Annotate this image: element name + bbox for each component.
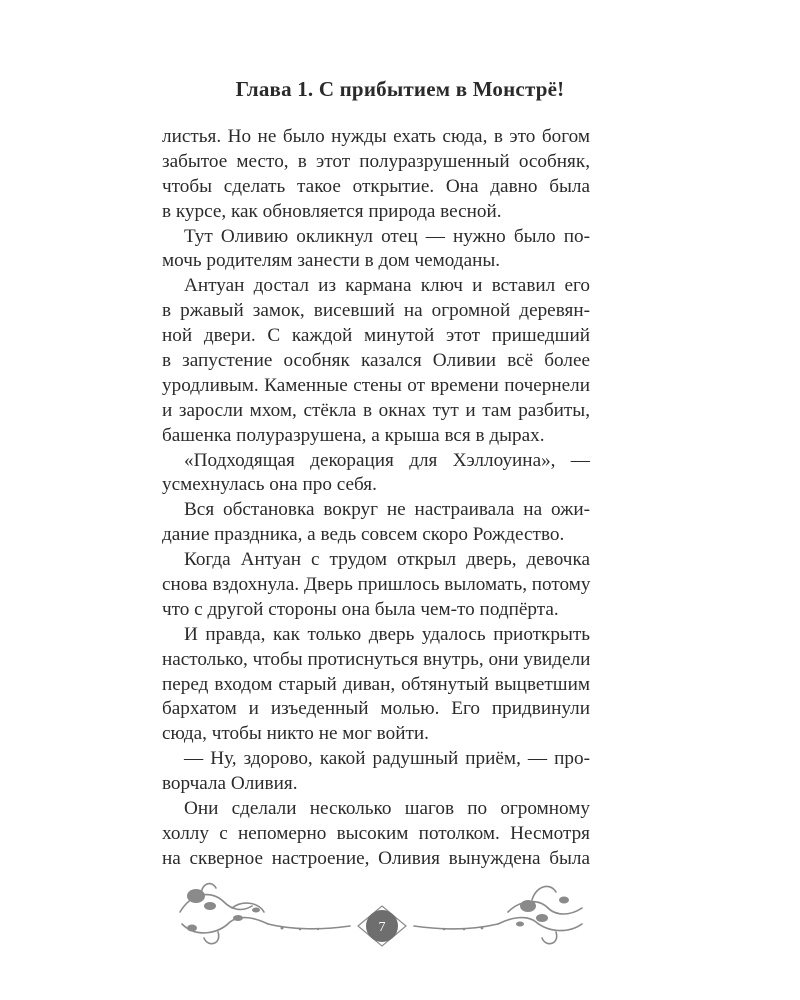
- text-line: мочь родителям занести в дом чемоданы.: [162, 250, 501, 272]
- body-text: [162, 125, 590, 872]
- text-line: холлу с непомерно высоким потолком. Несмотря: [162, 822, 590, 844]
- text-line: в курсе, как обновляется природа весной.: [162, 200, 502, 222]
- text-line: на скверное настроение, Оливия вынуждена была: [162, 847, 590, 869]
- text-line: забытое место, в этот полуразрушенный особняк,: [162, 150, 590, 172]
- text-line: в запустение особняк казался Оливии всё более: [162, 350, 590, 372]
- floral-ornament: [172, 872, 592, 952]
- text-line: Вся обстановка вокруг не настраивала на ожи-: [184, 499, 590, 521]
- text-line: ворчала Оливия.: [162, 773, 298, 795]
- chapter-title: Глава 1. С прибытием в Монстрё!: [235, 77, 565, 101]
- right-flower-icon: [414, 886, 582, 943]
- text-line: перед входом старый диван, обтянутый выцветшим: [162, 673, 590, 695]
- text-line: «Подходящая декорация для Хэллоуина», —: [184, 449, 590, 471]
- text-line: Тут Оливию окликнул отец — нужно было по-: [184, 225, 590, 247]
- text-line: башенка полуразрушена, а крыша вся в дырах.: [162, 424, 545, 446]
- text-line: дание праздника, а ведь совсем скоро Рождество.: [162, 524, 565, 546]
- text-line: Антуан достал из кармана ключ и вставил его: [184, 275, 590, 297]
- page-number-badge: [358, 906, 406, 946]
- text-line: в ржавый замок, висевший на огромной деревян-: [162, 300, 590, 322]
- text-line: сюда, чтобы никто не мог войти.: [162, 723, 429, 745]
- text-line: И правда, как только дверь удалось приоткрыть: [184, 623, 590, 645]
- left-flower-icon: [180, 884, 350, 944]
- text-line: листья. Но не было нужды ехать сюда, в это богом: [162, 126, 590, 147]
- text-line: усмехнулась она про себя.: [162, 474, 377, 496]
- text-line: ной двери. С каждой минутой этот пришедший: [162, 325, 590, 347]
- page-number: 7: [378, 920, 386, 935]
- text-line: настолько, чтобы протиснуться внутрь, они увидели: [162, 648, 591, 670]
- text-line: что с другой стороны она была чем-то подпёрта.: [162, 598, 559, 620]
- text-line: уродливым. Каменные стены от времени почернели: [162, 374, 590, 396]
- text-line: Они сделали несколько шагов по огромному: [184, 798, 590, 820]
- text-line: — Ну, здорово, какой радушный приём, — про-: [184, 748, 590, 770]
- text-line: чтобы сделать такое открытие. Она давно была: [162, 175, 590, 197]
- text-line: снова вздохнула. Дверь пришлось выломать, потому: [162, 574, 591, 596]
- text-line: бархатом и изъеденный молью. Его придвинули: [162, 698, 590, 720]
- text-line: Когда Антуан с трудом открыл дверь, девочка: [184, 549, 590, 571]
- text-line: и заросли мхом, стёкла в окнах тут и там разбиты,: [162, 399, 590, 421]
